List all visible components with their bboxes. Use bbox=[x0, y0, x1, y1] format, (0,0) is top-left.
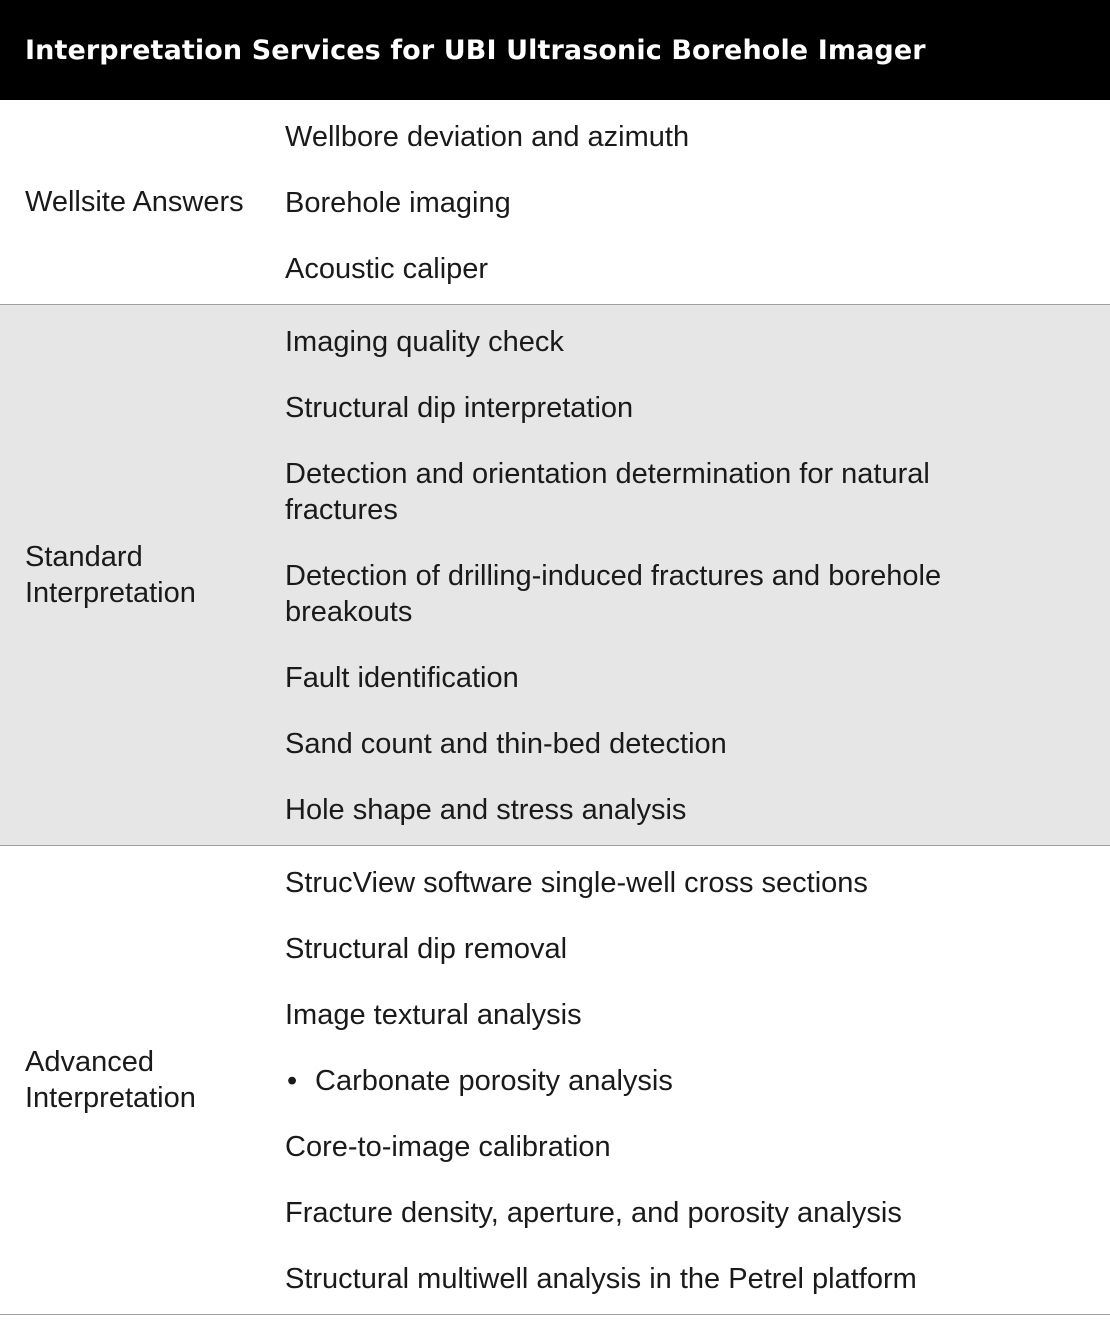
list-item: Fracture density, aperture, and porosity analysis bbox=[285, 1197, 902, 1229]
section-items bbox=[260, 846, 1110, 1314]
list-item: Core-to-image calibration bbox=[285, 1131, 611, 1163]
section-label-text: Standard Interpretation bbox=[25, 541, 196, 609]
list-item: Structural multiwell analysis in the Petrel platform bbox=[285, 1263, 917, 1295]
bulleted-list-item bbox=[285, 1048, 1050, 1114]
section-advanced-interpretation bbox=[0, 846, 1110, 1315]
list-item: Structural dip interpretation bbox=[285, 392, 634, 424]
list-item-text: Carbonate porosity analysis bbox=[315, 1065, 673, 1097]
list-item: Imaging quality check bbox=[285, 326, 564, 358]
list-item: Sand count and thin-bed detection bbox=[285, 728, 727, 760]
table-title: Interpretation Services for UBI Ultrasonic Borehole Imager bbox=[25, 34, 926, 66]
list-item: Image textural analysis bbox=[285, 999, 582, 1031]
list-item: StrucView software single-well cross sections bbox=[285, 867, 868, 899]
section-label bbox=[0, 846, 260, 1314]
bullet-icon: • bbox=[287, 1065, 298, 1097]
list-item: Wellbore deviation and azimuth bbox=[285, 121, 690, 153]
list-item: Acoustic caliper bbox=[285, 253, 489, 285]
section-wellsite-answers bbox=[0, 100, 1110, 305]
section-label-text: Wellsite Answers bbox=[25, 186, 244, 218]
list-item: Structural dip removal bbox=[285, 933, 568, 965]
table-header bbox=[0, 0, 1110, 100]
section-label bbox=[0, 100, 260, 304]
section-label-text: Advanced Interpretation bbox=[25, 1046, 196, 1114]
section-items bbox=[260, 100, 1110, 304]
list-item: Detection of drilling-induced fractures and borehole breakouts bbox=[285, 560, 942, 628]
section-standard-interpretation bbox=[0, 305, 1110, 846]
list-item: Detection and orientation determination for natural fractures bbox=[285, 458, 930, 526]
section-label bbox=[0, 305, 260, 845]
list-item: Borehole imaging bbox=[285, 187, 511, 219]
list-item: Fault identification bbox=[285, 662, 519, 694]
section-items bbox=[260, 305, 1110, 845]
list-item: Hole shape and stress analysis bbox=[285, 794, 687, 826]
